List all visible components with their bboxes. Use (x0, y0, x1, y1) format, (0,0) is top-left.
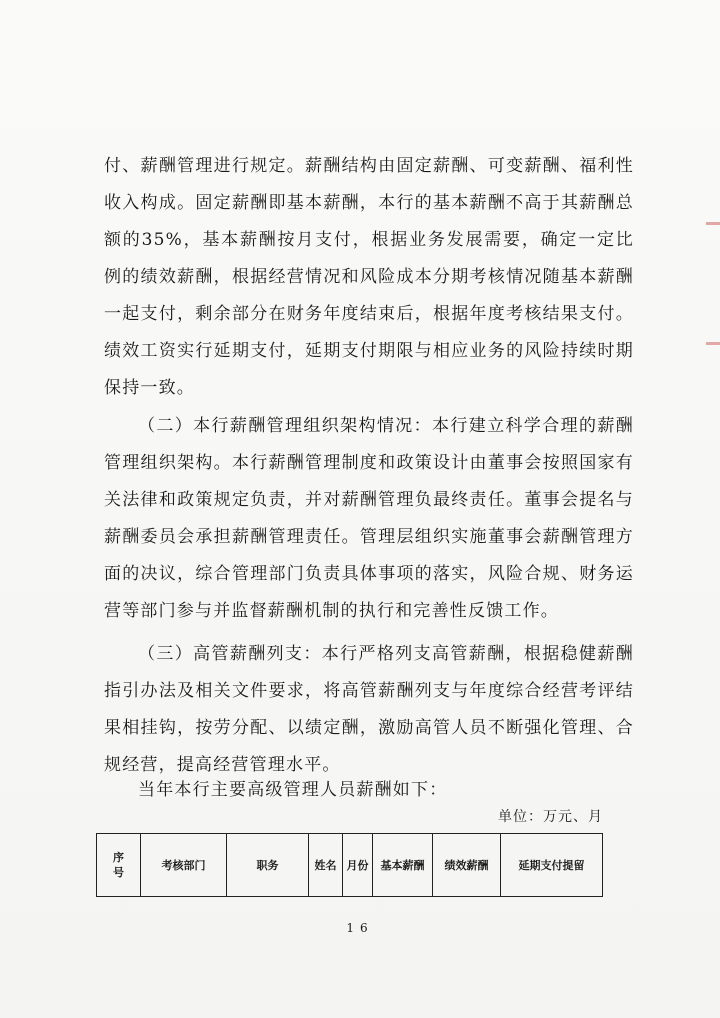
header-months: 月份 (343, 834, 373, 897)
header-deferred-payment: 延期支付提留 (501, 834, 603, 897)
paragraph-table-intro: 当年本行主要高级管理人员薪酬如下： (138, 780, 448, 800)
paragraph-compensation-structure: 付、薪酬管理进行规定。薪酬结构由固定薪酬、可变薪酬、福利性收入构成。固定薪酬即基本薪酬，本行的基本薪酬不高于其薪酬总额的35%，基本薪酬按月支付，根据业务发展需要，确定一定比例的绩效薪酬，根据经营情况和风险成本分期考核情况随基本薪酬一起支付，剩余部分在财务年度结束后，根据年度考核结果支付。绩效工资实行延期支付，延期支付期限与相应业务的风险持续时期保持一致。 (104, 156, 634, 398)
edge-stain-mark (706, 342, 720, 345)
edge-stain-mark (706, 222, 720, 225)
paragraph-org-structure: （二）本行薪酬管理组织架构情况：本行建立科学合理的薪酬管理组织架构。本行薪酬管理制度和政策设计由董事会按照国家有关法律和政策规定负责，并对薪酬管理负最终责任。董事会提名与薪酬委员会承担薪酬管理责任。管理层组织实施董事会薪酬管理方面的决议，综合管理部门负责具体事项的落实，风险合规、财务运营等部门参与并监督薪酬机制的执行和完善性反馈工作。 (104, 416, 634, 621)
header-base-pay: 基本薪酬 (373, 834, 433, 897)
unit-note: 单位：万元、月 (498, 809, 603, 825)
paragraph-executive-pay: （三）高管薪酬列支：本行严格列支高管薪酬，根据稳健薪酬指引办法及相关文件要求，将高管薪酬列支与年度综合经营考评结果相挂钩，按劳分配、以绩定酬，激励高管人员不断强化管理、合规经营，提高经营管理水平。 (104, 644, 634, 775)
header-performance-pay: 绩效薪酬 (433, 834, 501, 897)
executive-salary-table (96, 833, 603, 897)
header-position: 职务 (227, 834, 309, 897)
header-department: 考核部门 (141, 834, 227, 897)
header-serial-no: 序号 (97, 834, 141, 897)
table-header-row (97, 834, 603, 897)
page-number: 16 (346, 921, 374, 935)
header-name: 姓名 (309, 834, 343, 897)
